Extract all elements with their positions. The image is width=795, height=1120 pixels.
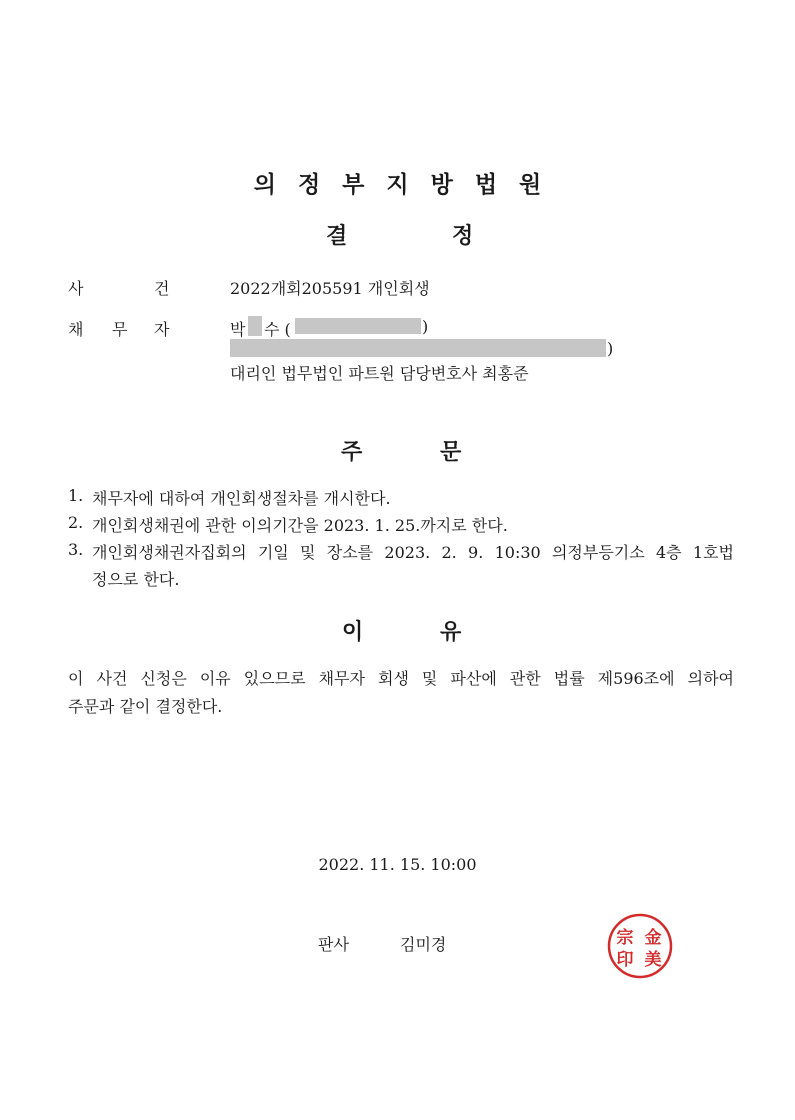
svg-text:金: 金 — [644, 928, 662, 948]
order-heading-right: 문 — [440, 440, 462, 465]
order-item-3-continuation: 정으로 한다. — [92, 570, 180, 589]
order-heading-left: 주 — [341, 440, 363, 465]
reason-heading-right: 유 — [440, 620, 462, 645]
order-item-3-num: 3. — [68, 540, 84, 559]
order-item-1-num: 1. — [68, 486, 84, 505]
svg-text:美: 美 — [644, 950, 662, 970]
svg-text:宗: 宗 — [616, 928, 634, 948]
reason-heading-left: 이 — [342, 620, 364, 645]
judge-seal — [606, 912, 674, 980]
order-item-2-num: 2. — [68, 513, 84, 532]
redaction-name — [248, 316, 262, 336]
judge-name: 김미경 — [400, 935, 447, 954]
order-item-1-text: 채무자에 대하여 개인회생절차를 개시한다. — [92, 489, 391, 508]
judge-title: 판사 — [318, 935, 349, 954]
reason-line-1: 이 사건 신청은 이유 있으므로 채무자 회생 및 파산에 관한 법률 제596조에 의하여 — [68, 669, 734, 688]
court-name: 의정부지방법원 — [253, 172, 564, 198]
doc-type-left: 결 — [326, 224, 348, 249]
redaction-id — [295, 318, 421, 334]
order-item-3-text: 개인회생채권자집회의 기일 및 장소를 2023. 2. 9. 10:30 의정부등기소 4층 1호법 — [92, 543, 734, 562]
address-paren-close: ) — [607, 339, 614, 358]
doc-type-right: 정 — [452, 224, 474, 249]
debtor-representative: 대리인 법무법인 파트원 담당변호사 최홍준 — [230, 364, 529, 383]
seal-graphic — [606, 912, 674, 980]
case-number: 2022개회205591 개인회생 — [230, 279, 430, 298]
debtor-name-suffix: 수 ( — [264, 320, 291, 339]
order-item-2-text: 개인회생채권에 관한 이의기간을 2023. 1. 25.까지로 한다. — [92, 516, 508, 535]
decision-date: 2022. 11. 15. 10:00 — [318, 855, 477, 874]
debtor-name-prefix: 박 — [230, 320, 246, 339]
case-label: 사 건 — [68, 279, 170, 298]
reason-line-2: 주문과 같이 결정한다. — [68, 697, 223, 716]
debtor-paren-close: ) — [422, 317, 429, 336]
redaction-address — [230, 339, 606, 357]
svg-text:印: 印 — [616, 950, 634, 970]
